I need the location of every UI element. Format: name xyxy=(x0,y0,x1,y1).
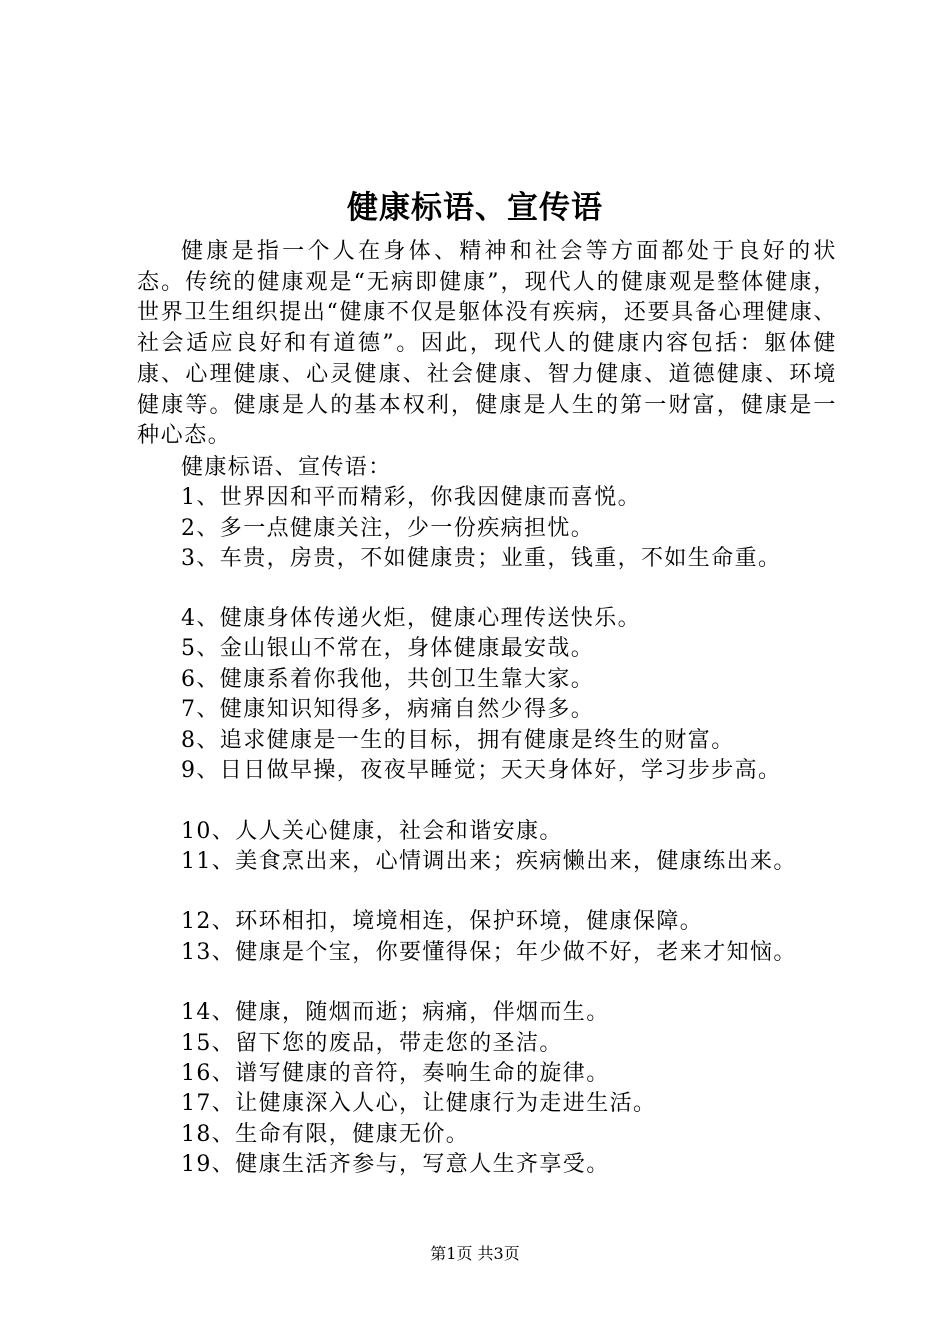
slogan-item-9: 9、日日做早操，夜夜早睡觉；天天身体好，学习步步高。 xyxy=(181,758,782,783)
slogan-item-14: 14、健康，随烟而逝；病痛，伴烟而生。 xyxy=(181,1000,610,1025)
slogan-item-11: 11、美食烹出来，心情调出来；疾病懒出来，健康练出来。 xyxy=(181,849,797,874)
slogan-item-16: 16、谱写健康的音符，奏响生命的旋律。 xyxy=(181,1061,610,1086)
slogan-item-13: 13、健康是个宝，你要懂得保；年少做不好，老来才知恼。 xyxy=(181,940,797,965)
slogan-item-19: 19、健康生活齐参与，写意人生齐享受。 xyxy=(181,1152,610,1177)
slogan-item-12: 12、环环相扣，境境相连，保护环境，健康保障。 xyxy=(181,909,704,934)
slogan-item-3: 3、车贵，房贵，不如健康贵；业重，钱重，不如生命重。 xyxy=(181,546,782,571)
document-title: 健康标语、宣传语 xyxy=(347,190,603,226)
slogan-item-17: 17、让健康深入人心，让健康行为走进生活。 xyxy=(181,1091,657,1116)
slogan-item-7: 7、健康知识知得多，病痛自然少得多。 xyxy=(181,697,595,722)
slogan-item-8: 8、追求健康是一生的目标，拥有健康是终生的财富。 xyxy=(181,728,735,753)
slogan-item-10: 10、人人关心健康，社会和谐安康。 xyxy=(181,819,563,844)
slogan-item-2: 2、多一点健康关注，少一份疾病担忧。 xyxy=(181,516,595,541)
slogan-item-1: 1、世界因和平而精彩，你我因健康而喜悦。 xyxy=(181,485,641,510)
slogan-item-5: 5、金山银山不常在，身体健康最安哉。 xyxy=(181,636,595,661)
slogan-item-6: 6、健康系着你我他，共创卫生靠大家。 xyxy=(181,667,595,692)
page-footer: 第1页 共3页 xyxy=(430,1244,520,1263)
list-heading: 健康标语、宣传语： xyxy=(181,455,392,480)
slogan-item-18: 18、生命有限，健康无价。 xyxy=(181,1122,470,1147)
intro-paragraph: 健康是指一个人在身体、精神和社会等方面都处于良好的状态。传统的健康观是“无病即健康”，现代人的健康观是整体健康，世界卫生组织提出“健康不仅是躯体没有疾病，还要具备心理健康、社会适应良好和有道德”。因此，现代人的健康内容包括：躯体健康、心理健康、心灵健康、社会健康、智力健康、道德健康、环境健康等。健康是人的基本权利，健康是人生的第一财富，健康是一种心态。 xyxy=(137,239,837,449)
slogan-item-15: 15、留下您的废品，带走您的圣洁。 xyxy=(181,1031,563,1056)
slogan-item-4: 4、健康身体传递火炬，健康心理传送快乐。 xyxy=(181,606,641,631)
